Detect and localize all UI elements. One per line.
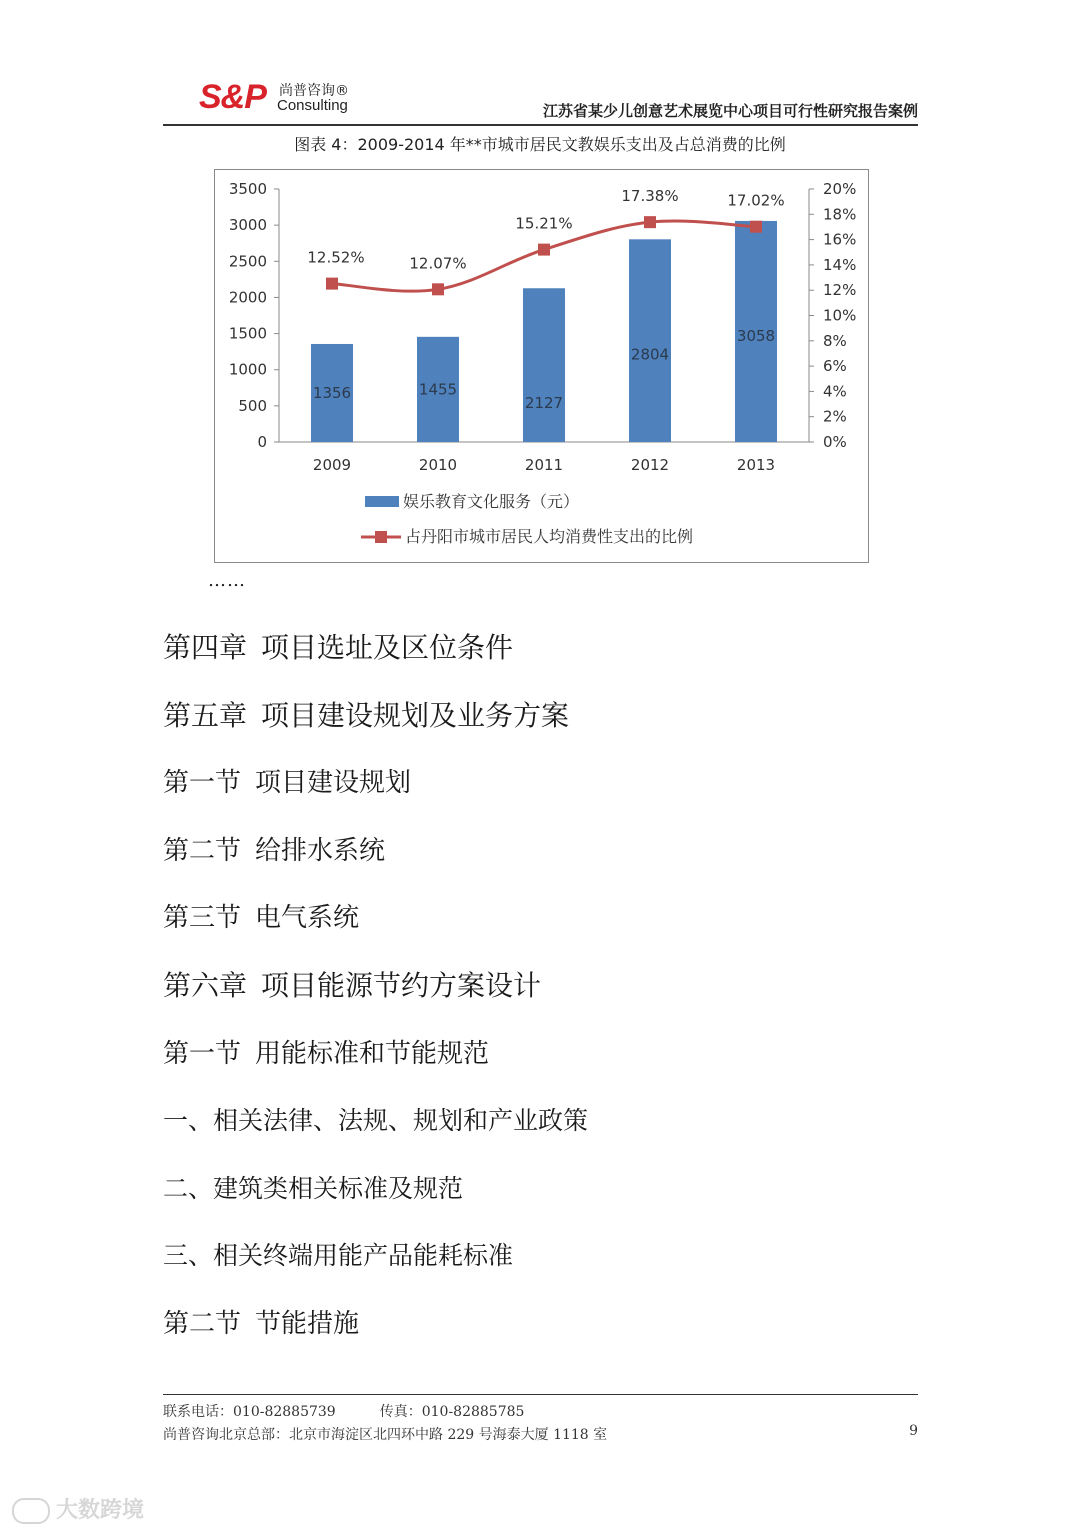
- toc-item: 第二节 节能措施: [163, 1308, 360, 1339]
- line-data-label: 15.21%: [515, 214, 573, 233]
- chart-container: [214, 169, 869, 563]
- bar: [629, 239, 671, 442]
- line-data-label: 12.07%: [409, 254, 467, 273]
- left-tick-label: 3500: [228, 180, 267, 198]
- line-data-label: 12.52%: [307, 248, 365, 267]
- line-point: [750, 221, 762, 233]
- page-number: 9: [909, 1423, 918, 1439]
- x-tick-label: 2011: [524, 456, 564, 474]
- left-tick-label: 500: [238, 396, 267, 415]
- legend-line-label: 占丹阳市城市居民人均消费性支出的比例: [405, 527, 694, 546]
- right-tick-label: 16%: [823, 230, 857, 249]
- toc-item: 二、建筑类相关标准及规范: [163, 1173, 464, 1203]
- right-tick-label: 14%: [823, 255, 857, 274]
- toc-item: 三、相关终端用能产品能耗标准: [163, 1241, 514, 1271]
- logo-chinese-name: 尚普咨询®: [279, 83, 349, 99]
- bar-data-label: 1455: [418, 380, 458, 399]
- document-title: 江苏省某少儿创意艺术展览中心项目可行性研究报告案例: [542, 102, 918, 120]
- bar-data-label: 2804: [630, 345, 670, 364]
- left-tick-label: 2000: [228, 288, 267, 307]
- x-tick-label: 2010: [418, 456, 458, 474]
- logo-mark: S&P: [199, 78, 266, 116]
- left-tick-label: 0: [257, 433, 267, 451]
- legend-bar-swatch: [365, 496, 399, 507]
- line-data-label: 17.02%: [727, 191, 785, 210]
- ellipsis: ……: [208, 570, 246, 591]
- toc-item: 第五章 项目建设规划及业务方案: [163, 698, 570, 732]
- toc-item: 第六章 项目能源节约方案设计: [163, 968, 542, 1002]
- logo-english-name: Consulting: [277, 97, 348, 114]
- right-tick-label: 4%: [823, 382, 847, 401]
- legend-line-marker: [375, 531, 387, 543]
- left-tick-label: 2500: [228, 252, 267, 271]
- legend-bar-label: 娱乐教育文化服务（元）: [403, 492, 580, 511]
- right-tick-label: 2%: [823, 407, 847, 426]
- x-tick-label: 2013: [736, 456, 776, 474]
- footer-address: 尚普咨询北京总部：北京市海淀区北四环中路 229 号海泰大厦 1118 室: [163, 1427, 608, 1443]
- right-tick-label: 0%: [823, 433, 847, 451]
- table-of-contents: [163, 626, 923, 1370]
- line-point: [326, 278, 338, 290]
- line-point: [538, 244, 550, 256]
- page-header: [163, 72, 918, 126]
- left-tick-label: 3000: [228, 216, 267, 235]
- footer-phone: 联系电话：010-82885739: [163, 1404, 336, 1420]
- watermark: [12, 1493, 144, 1524]
- toc-item: 第一节 项目建设规划: [163, 768, 412, 799]
- left-tick-label: 1500: [228, 324, 267, 343]
- toc-item: 第四章 项目选址及区位条件: [163, 631, 514, 664]
- x-tick-label: 2009: [312, 456, 352, 474]
- right-tick-label: 12%: [823, 281, 857, 300]
- right-tick-label: 6%: [823, 357, 847, 376]
- company-logo: [199, 78, 349, 117]
- line-point: [644, 216, 656, 228]
- right-tick-label: 18%: [823, 205, 857, 224]
- footer-fax: 传真：010-82885785: [379, 1404, 525, 1420]
- bar: [523, 288, 565, 442]
- watermark-logo-icon: [12, 1498, 50, 1524]
- chart: [215, 170, 868, 562]
- footer-contact: [163, 1401, 918, 1421]
- x-tick-label: 2012: [630, 456, 670, 474]
- bar-data-label: 2127: [524, 394, 564, 413]
- bar-data-label: 3058: [736, 326, 776, 345]
- toc-item: 第二节 给排水系统: [163, 835, 386, 866]
- left-tick-label: 1000: [228, 360, 267, 379]
- toc-item: 第三节 电气系统: [163, 903, 360, 934]
- figure-caption: 图表 4：2009-2014 年**市城市居民文教娱乐支出及占总消费的比例: [294, 135, 786, 154]
- bar-data-label: 1356: [312, 383, 352, 402]
- toc-item: 一、相关法律、法规、规划和产业政策: [163, 1106, 589, 1136]
- watermark-text: 大数跨境: [56, 1498, 145, 1523]
- right-tick-label: 20%: [823, 180, 857, 198]
- page-footer: [163, 1394, 918, 1444]
- toc-item: 第一节 用能标准和节能规范: [163, 1038, 490, 1069]
- right-tick-label: 10%: [823, 306, 857, 325]
- line-data-label: 17.38%: [621, 187, 679, 206]
- line-point: [432, 283, 444, 295]
- right-tick-label: 8%: [823, 331, 847, 350]
